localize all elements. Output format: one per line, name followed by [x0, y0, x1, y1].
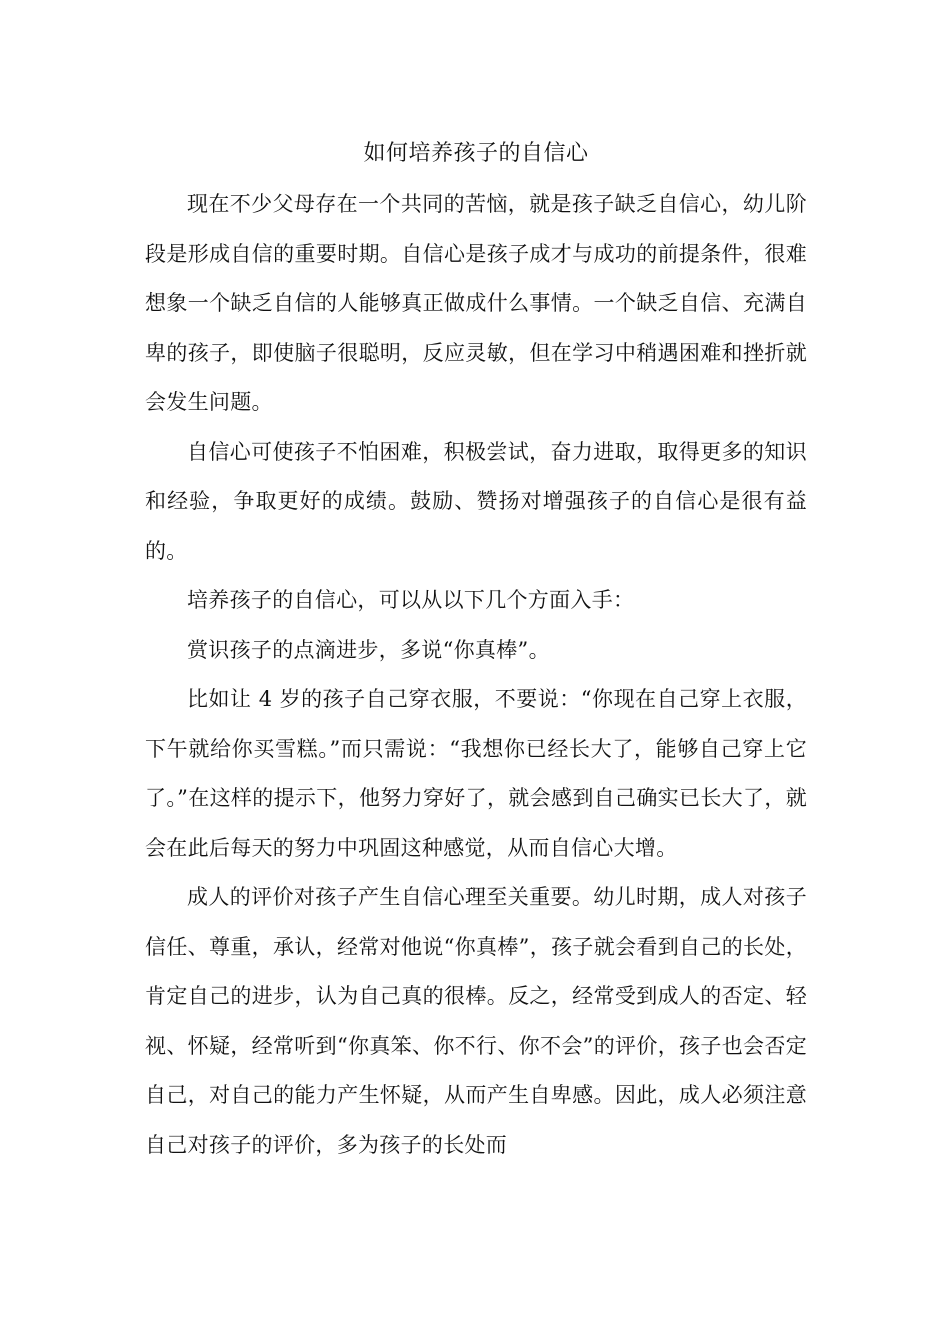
- paragraph-1: 现在不少父母存在一个共同的苦恼，就是孩子缺乏自信心，幼儿阶段是形成自信的重要时期。自信心是孩子成才与成功的前提条件，很难想象一个缺乏自信的人能够真正做成什么事情。一个缺乏自信、充满自卑的孩子，即使脑子很聪明，反应灵敏，但在学习中稍遇困难和挫折就会发生问题。: [145, 192, 807, 414]
- paragraph-3: 培养孩子的自信心，可以从以下几个方面入手：: [187, 588, 635, 612]
- paragraph-2: 自信心可使孩子不怕困难，积极尝试，奋力进取，取得更多的知识和经验，争取更好的成绩。鼓励、赞扬对增强孩子的自信心是很有益的。: [145, 439, 807, 563]
- paragraph-4: 赏识孩子的点滴进步，多说“你真棒”。: [187, 637, 550, 662]
- paragraph-5: 比如让 4 岁的孩子自己穿衣服，不要说：“你现在自己穿上衣服，下午就给你买雪糕。”而只需说：“我想你已经长大了，能够自己穿上它了。”在这样的提示下，他努力穿好了，就会感到自己确实已长大了，就会在此后每天的努力中巩固这种感觉，从而自信心大增。: [145, 687, 807, 860]
- document-title: 如何培养孩子的自信心: [363, 141, 589, 166]
- document-page: [145, 128, 807, 1170]
- paragraph-6: 成人的评价对孩子产生自信心理至关重要。幼儿时期，成人对孩子信任、尊重，承认，经常对他说“你真棒”，孩子就会看到自己的长处，肯定自己的进步，认为自己真的很棒。反之，经常受到成人的否定、轻视、怀疑，经常听到“你真笨、你不行、你不会”的评价，孩子也会否定自己，对自己的能力产生怀疑，从而产生自卑感。因此，成人必须注意自己对孩子的评价，多为孩子的长处而: [145, 885, 807, 1157]
